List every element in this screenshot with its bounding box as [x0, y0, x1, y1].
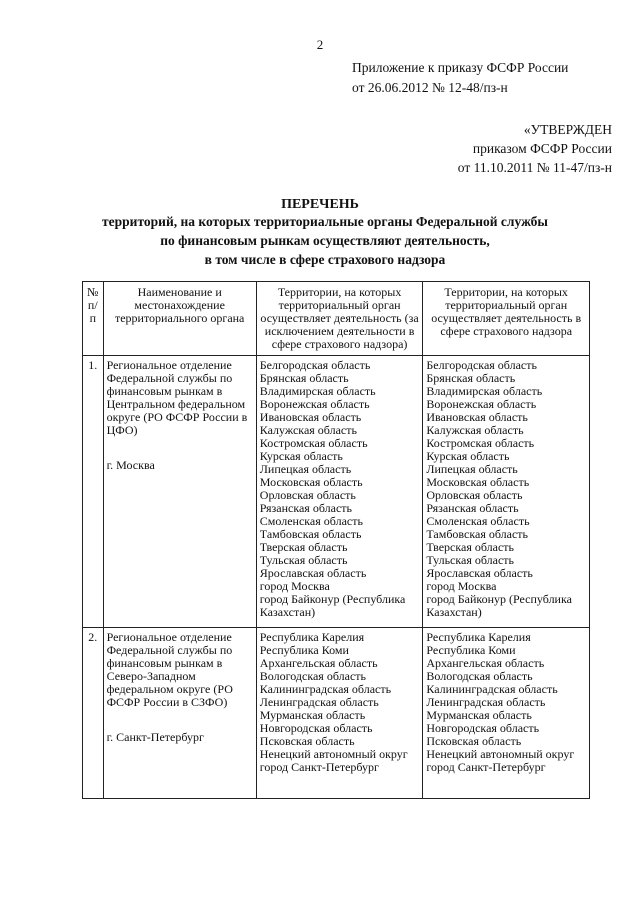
territory-item: Архангельская область: [426, 656, 545, 670]
organ-city: г. Москва: [106, 458, 155, 472]
territory-item: Тверская область: [259, 540, 348, 554]
document-subtitle: [30, 212, 620, 269]
territories-insurance-list: [423, 356, 590, 628]
territory-item: Костромская область: [426, 436, 535, 450]
page-number: 2: [316, 37, 324, 52]
territories-table: [82, 281, 590, 799]
territory-item: Костромская область: [259, 436, 368, 450]
approved-line-3: от 11.10.2011 № 11-47/пз-н: [457, 160, 612, 175]
header-territories-excl: Территории, на которых территориальный орган осуществляет деятельность (за исключением деятельности в сфере страхового надзора): [256, 282, 423, 356]
territory-item: Воронежская область: [259, 397, 370, 411]
territory-item: Новгородская область: [426, 721, 540, 735]
territory-item: Калужская область: [426, 423, 524, 437]
territory-item: город Байконур (Республика Казахстан): [426, 592, 572, 619]
table-row: [83, 628, 590, 799]
territory-item: город Москва: [259, 579, 330, 593]
territory-item: Липецкая область: [426, 462, 518, 476]
territory-item: Орловская область: [426, 488, 523, 502]
territory-item: Брянская область: [426, 371, 516, 385]
territory-item: Воронежская область: [426, 397, 537, 411]
territory-item: Смоленская область: [426, 514, 530, 528]
territory-item: Рязанская область: [259, 501, 352, 515]
appendix-line-1: Приложение к приказу ФСФР России: [352, 60, 569, 75]
territory-item: Орловская область: [259, 488, 356, 502]
territory-item: Вологодская область: [259, 669, 366, 683]
territory-item: Ивановская область: [426, 410, 528, 424]
document-title: ПЕРЕЧЕНЬ: [281, 197, 359, 212]
territory-item: Смоленская область: [259, 514, 363, 528]
territory-item: Владимирская область: [259, 384, 376, 398]
territory-item: город Москва: [426, 579, 497, 593]
approved-line-2: приказом ФСФР России: [472, 141, 612, 156]
territory-item: Тульская область: [426, 553, 515, 567]
territory-item: Ленинградская область: [426, 695, 546, 709]
territory-item: Псковская область: [426, 734, 522, 748]
territory-item: город Санкт-Петербург: [259, 760, 379, 774]
organ-name: Региональное отделение Федеральной службы по финансовым рынкам в Северо-Западном федеральном округе (РО ФСФР России в СЗФО): [106, 630, 233, 709]
territory-item: Новгородская область: [259, 721, 373, 735]
territory-item: Ярославская область: [426, 566, 533, 580]
territory-item: Брянская область: [259, 371, 349, 385]
territory-item: Московская область: [426, 475, 530, 489]
approved-line-1: «УТВЕРЖДЕН: [523, 122, 612, 137]
subtitle-line-1: территорий, на которых территориальные органы Федеральной службы: [102, 214, 548, 229]
territory-item: Владимирская область: [426, 384, 543, 398]
territories-excl-list: [256, 356, 423, 628]
table-header-row: [83, 282, 590, 356]
row-organ: [103, 356, 256, 628]
appendix-header: [352, 58, 568, 98]
territory-item: Калининградская область: [259, 682, 392, 696]
appendix-line-2: от 26.06.2012 № 12-48/пз-н: [352, 80, 508, 95]
territory-item: Курская область: [259, 449, 343, 463]
territory-item: Ярославская область: [259, 566, 367, 580]
territory-item: Тамбовская область: [259, 527, 362, 541]
territory-item: Белгородская область: [259, 358, 371, 372]
row-number: 2.: [83, 628, 104, 799]
territory-item: Псковская область: [259, 734, 355, 748]
organ-city: г. Санкт-Петербург: [106, 730, 204, 744]
territory-item: Тверская область: [426, 540, 515, 554]
territory-item: Вологодская область: [426, 669, 533, 683]
territory-item: Московская область: [259, 475, 363, 489]
row-number: 1.: [83, 356, 104, 628]
approval-stamp: [458, 120, 612, 177]
row-organ: [103, 628, 256, 799]
territory-item: Архангельская область: [259, 656, 378, 670]
territory-item: Мурманская область: [426, 708, 532, 722]
territory-item: Ненецкий автономный округ: [426, 747, 575, 761]
territory-item: Белгородская область: [426, 358, 537, 372]
territory-item: Тамбовская область: [426, 527, 529, 541]
organ-name: Региональное отделение Федеральной службы по финансовым рынкам в Центральном федеральном округе (РО ФСФР России в ЦФО): [106, 358, 248, 437]
header-territories-insurance: Территории, на которых территориальный орган осуществляет деятельность в сфере страхового надзора: [423, 282, 590, 356]
header-name: Наименование и местонахождение территориального органа: [103, 282, 256, 356]
territories-excl-list: [256, 628, 423, 799]
territories-insurance-list: [423, 628, 590, 799]
territory-item: Республика Карелия: [259, 630, 365, 644]
header-num: № п/п: [83, 282, 104, 356]
subtitle-line-3: в том числе в сфере страхового надзора: [204, 252, 446, 267]
territory-item: Липецкая область: [259, 462, 352, 476]
territory-item: Курская область: [426, 449, 510, 463]
territory-item: Республика Коми: [426, 643, 516, 657]
territory-item: Ленинградская область: [259, 695, 379, 709]
territory-item: Республика Коми: [259, 643, 349, 657]
territory-item: Тульская область: [259, 553, 348, 567]
territory-item: Республика Карелия: [426, 630, 531, 644]
territory-item: Ненецкий автономный округ: [259, 747, 408, 761]
table-row: [83, 356, 590, 628]
territory-item: Рязанская область: [426, 501, 519, 515]
territory-item: Мурманская область: [259, 708, 366, 722]
territory-item: Калининградская область: [426, 682, 558, 696]
territory-item: Ивановская область: [259, 410, 362, 424]
subtitle-line-2: по финансовым рынкам осуществляют деятельность,: [160, 233, 490, 248]
territory-item: город Байконур (Республика Казахстан): [259, 592, 406, 619]
territory-item: Калужская область: [259, 423, 357, 437]
territory-item: город Санкт-Петербург: [426, 760, 546, 774]
